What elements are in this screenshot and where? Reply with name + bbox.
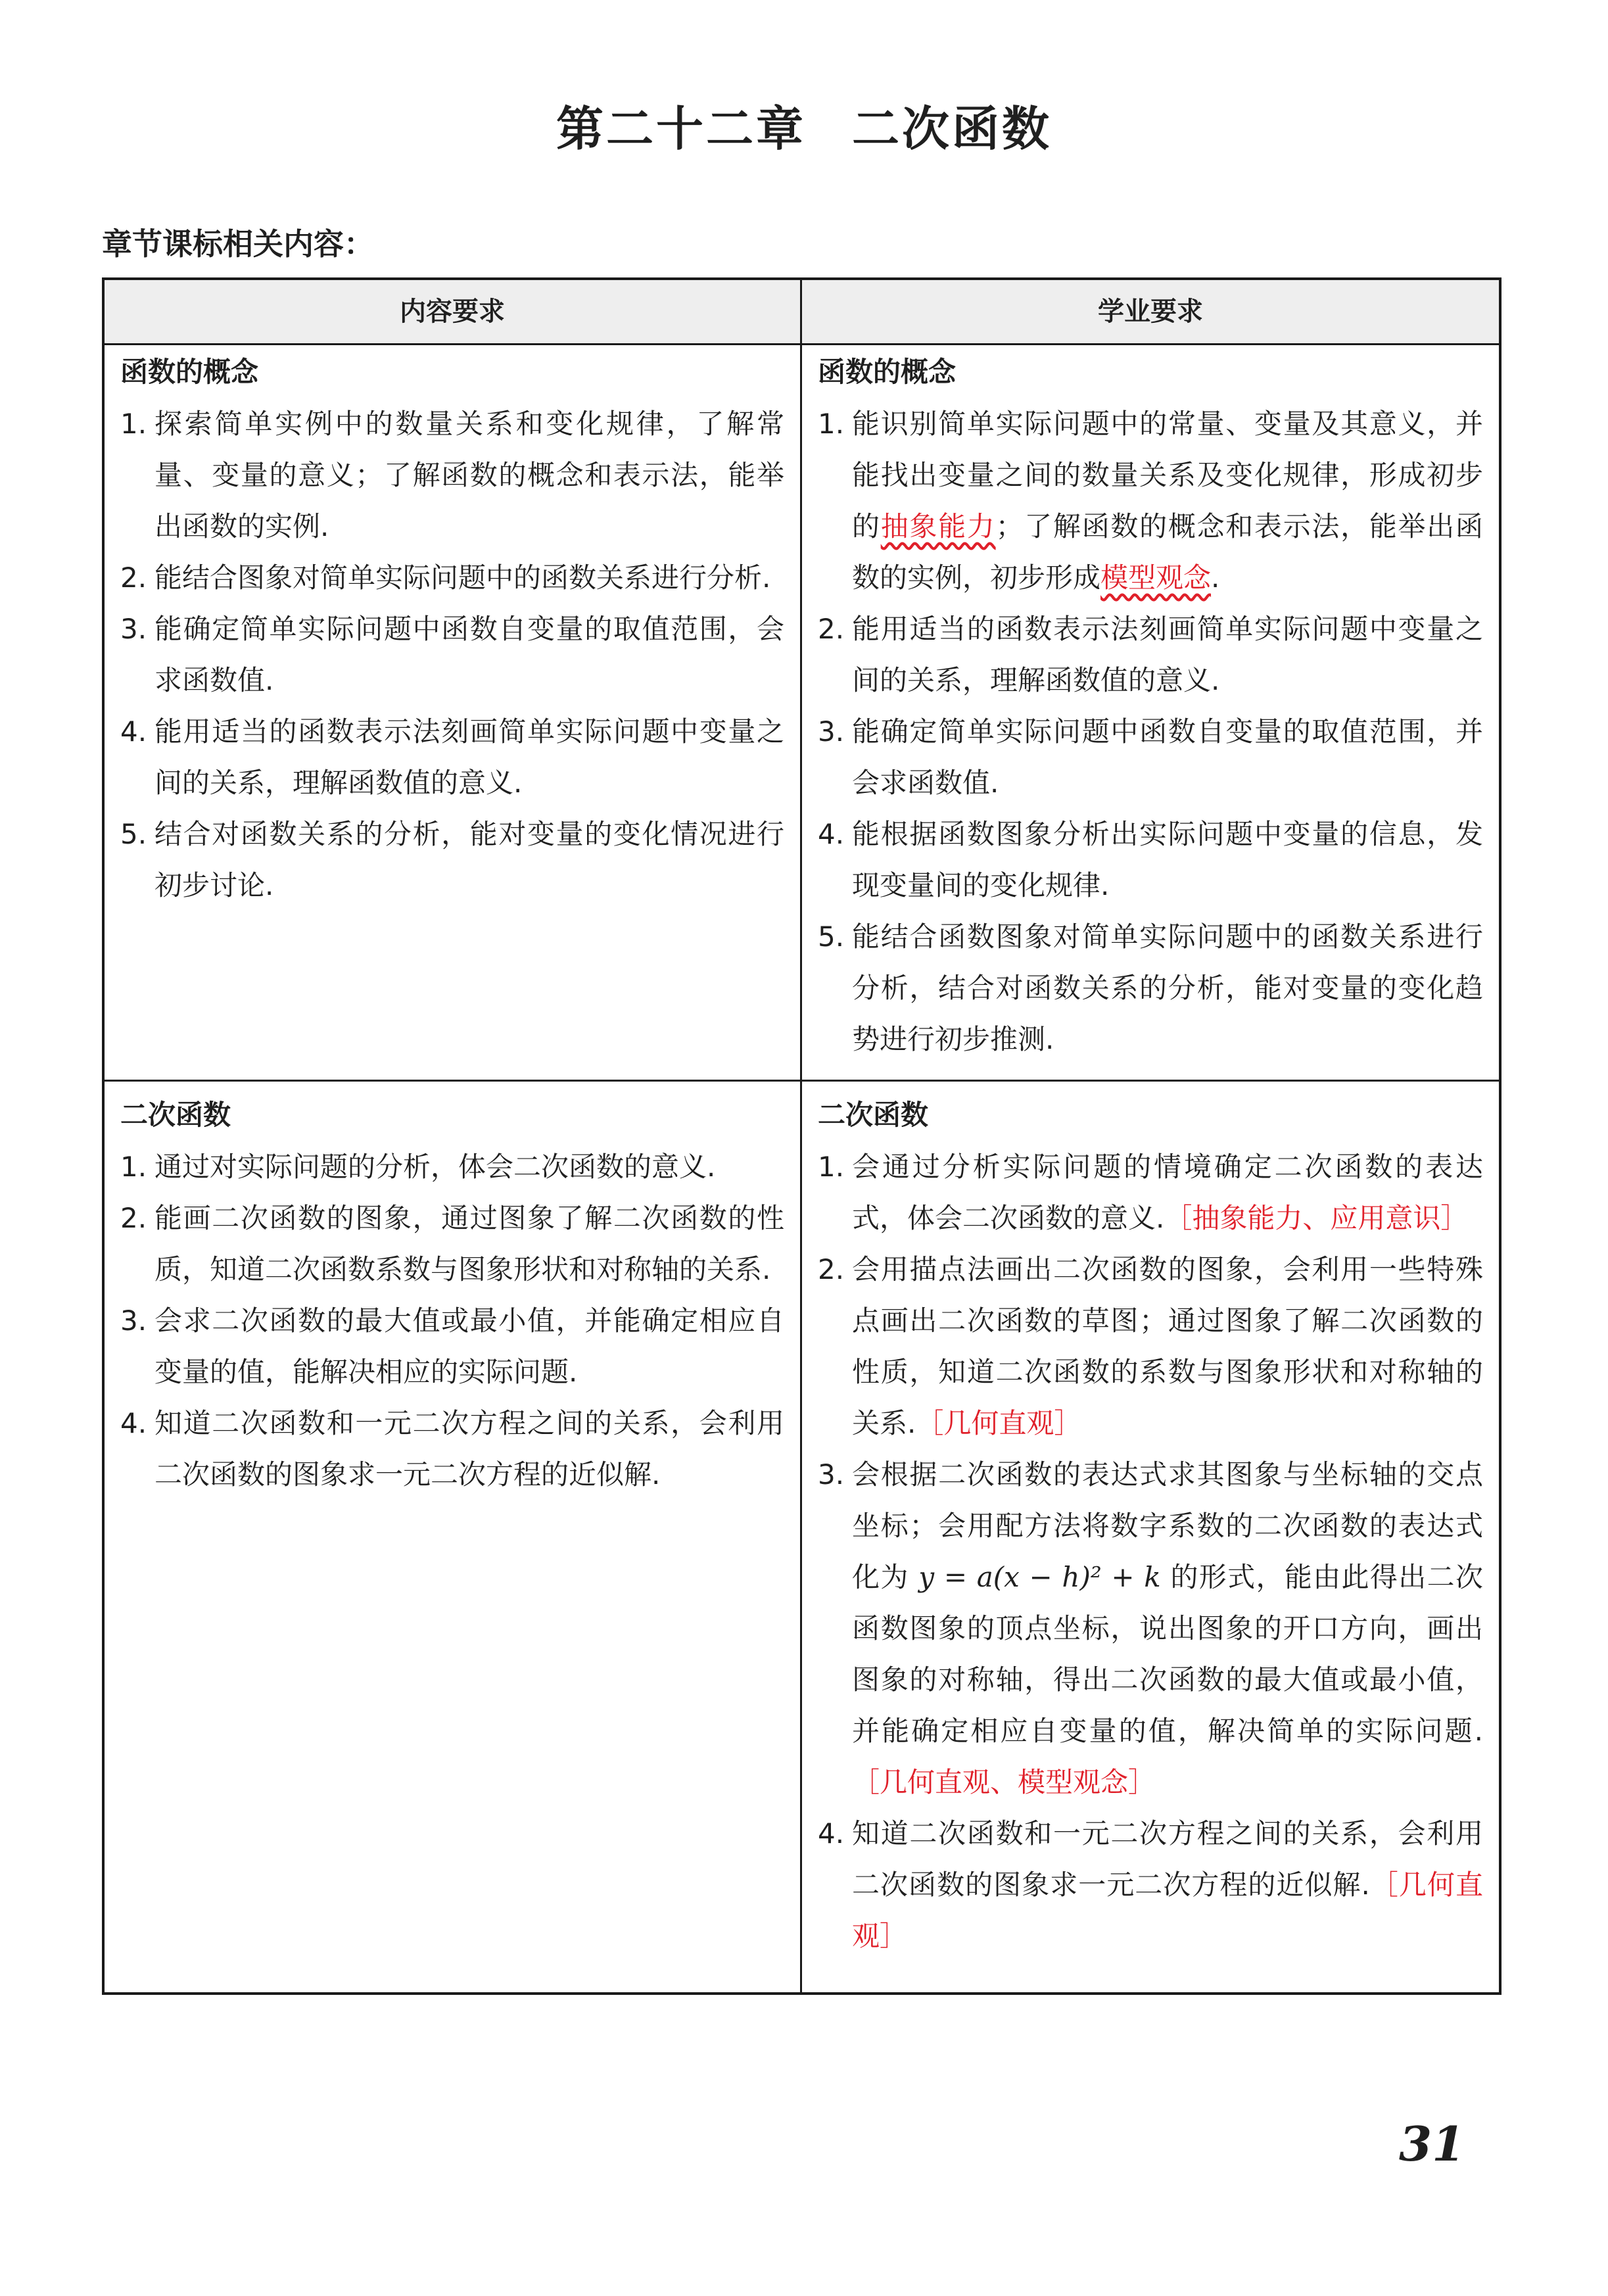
- list-item: 1. 探索简单实例中的数量关系和变化规律，了解常量、变量的意义；了解函数的概念和表示法，能举出函数的实例.: [120, 408, 784, 542]
- list-item: 1. 会通过分析实际问题的情境确定二次函数的表达式，体会二次函数的意义.［抽象能力、应用意识］: [818, 1151, 1483, 1234]
- header-content-requirements: 内容要求: [105, 280, 800, 345]
- header-academic-requirements: 学业要求: [802, 280, 1499, 345]
- list-item: 4. 能用适当的函数表示法刻画简单实际问题中变量之间的关系，理解函数值的意义.: [120, 715, 784, 799]
- list-item: 3. 能确定简单实际问题中函数自变量的取值范围，并会求函数值.: [818, 715, 1483, 799]
- competency-tag: 抽象能力: [880, 510, 996, 542]
- chapter-name: 二次函数: [852, 101, 1052, 156]
- list-item: 4. 知道二次函数和一元二次方程之间的关系，会利用二次函数的图象求一元二次方程的近似解.: [120, 1407, 784, 1491]
- list-item: 3. 会根据二次函数的表达式求其图象与坐标轴的交点坐标；会用配方法将数字系数的二次函数的表达式化为 y = a(x − h)² + k 的形式，能由此得出二次函数图象的顶点坐标，说出图象的开口方向，画出图象的对称轴，得出二次函数的最大值或最小值，并能确定相应自变量的值，解决简单的实际问题.［几何直观、模型观念］: [818, 1458, 1483, 1798]
- list-item: 2. 能用适当的函数表示法刻画简单实际问题中变量之间的关系，理解函数值的意义.: [818, 613, 1483, 696]
- requirement-list: [818, 398, 1483, 1065]
- competency-tag: 模型观念: [1100, 562, 1212, 594]
- list-item: 2. 能画二次函数的图象，通过图象了解二次函数的性质，知道二次函数系数与图象形状和对称轴的关系.: [120, 1202, 784, 1285]
- cell-title: 函数的概念: [818, 356, 957, 388]
- list-item: 2. 能结合图象对简单实际问题中的函数关系进行分析.: [120, 562, 771, 594]
- list-item: 2. 会用描点法画出二次函数的图象，会利用一些特殊点画出二次函数的草图；通过图象了解二次函数的性质，知道二次函数的系数与图象形状和对称轴的关系.［几何直观］: [818, 1253, 1483, 1439]
- competency-tag: ［几何直观］: [852, 1869, 1483, 1952]
- competency-tag: ［几何直观］: [916, 1407, 1082, 1439]
- cell-title: 函数的概念: [120, 356, 259, 388]
- cell-title: 二次函数: [120, 1099, 231, 1131]
- cell-quadratic-content: [105, 1095, 800, 1500]
- list-item: 3. 会求二次函数的最大值或最小值，并能确定相应自变量的值，能解决相应的实际问题.: [120, 1304, 784, 1388]
- row-divider: [105, 1080, 1499, 1082]
- vertex-form-formula: y = a(x − h)² + k: [918, 1561, 1161, 1593]
- cell-function-concept-content: [105, 352, 800, 911]
- requirement-list: [120, 1141, 784, 1500]
- list-item: 4. 知道二次函数和一元二次方程之间的关系，会利用二次函数的图象求一元二次方程的近似解.［几何直观］: [818, 1817, 1483, 1952]
- list-item: 1. 通过对实际问题的分析，体会二次函数的意义.: [120, 1151, 716, 1183]
- page-title: [0, 91, 1608, 159]
- chapter-number: 第二十二章: [556, 101, 806, 156]
- page-number: 31: [1399, 2116, 1465, 2172]
- list-item: 3. 能确定简单实际问题中函数自变量的取值范围，会求函数值.: [120, 613, 784, 696]
- list-item: 1. 能识别简单实际问题中的常量、变量及其意义，并能找出变量之间的数量关系及变化规律，形成初步的抽象能力；了解函数的概念和表示法，能举出函数的实例，初步形成模型观念.: [818, 408, 1483, 594]
- cell-title: 二次函数: [818, 1099, 929, 1131]
- curriculum-table: [102, 277, 1502, 1995]
- requirement-list: [818, 1141, 1483, 1962]
- competency-tag: ［抽象能力、应用意识］: [1164, 1202, 1469, 1234]
- cell-function-concept-academic: [802, 352, 1499, 1065]
- section-heading: 章节课标相关内容：: [102, 226, 374, 262]
- requirement-list: [120, 398, 784, 911]
- list-item: 5. 结合对函数关系的分析，能对变量的变化情况进行初步讨论.: [120, 818, 784, 901]
- list-item: 5. 能结合函数图象对简单实际问题中的函数关系进行分析，结合对函数关系的分析，能对变量的变化趋势进行初步推测.: [818, 921, 1483, 1055]
- competency-tag: ［几何直观、模型观念］: [852, 1766, 1156, 1798]
- cell-quadratic-academic: [802, 1095, 1499, 1962]
- list-item: 4. 能根据函数图象分析出实际问题中变量的信息，发现变量间的变化规律.: [818, 818, 1483, 901]
